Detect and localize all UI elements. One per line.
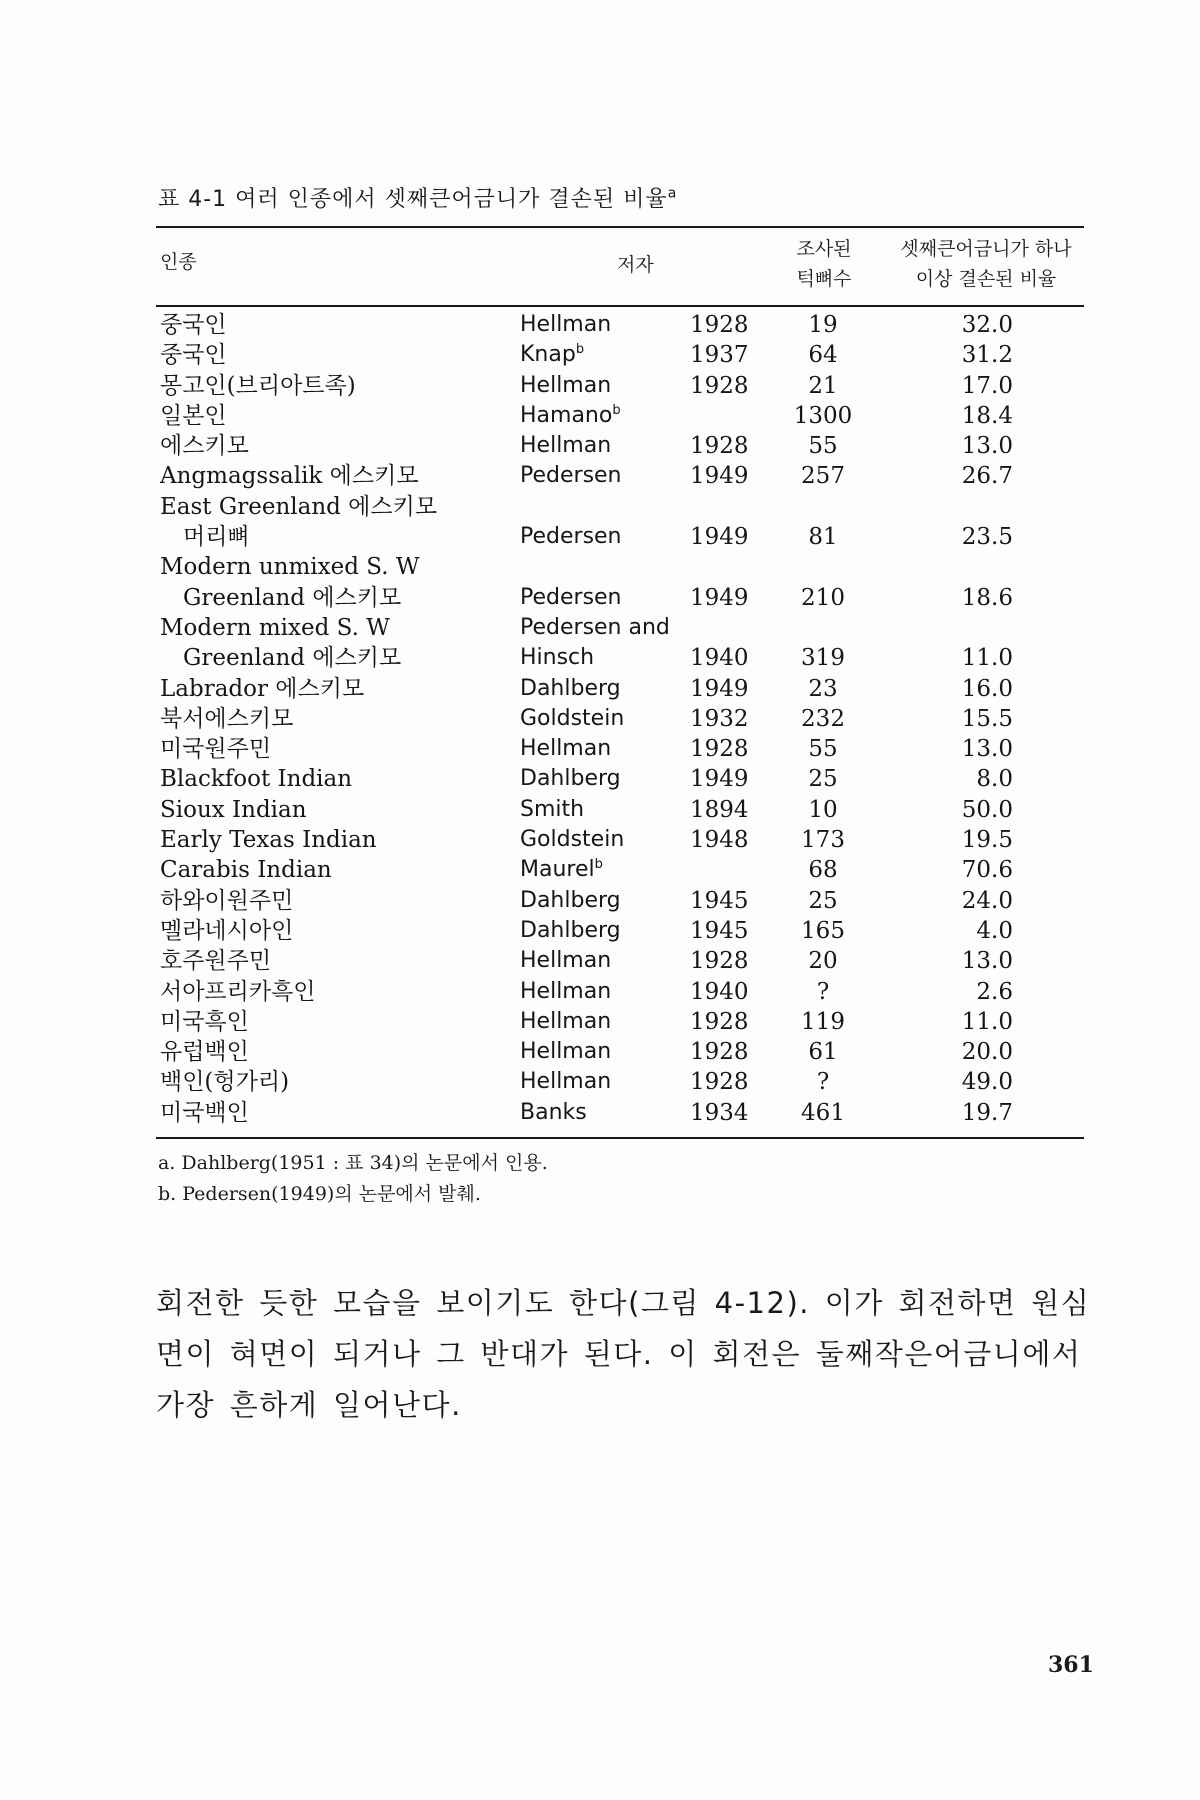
cell-missing-rate: 24.0 <box>961 887 1013 914</box>
table-row <box>0 431 1200 461</box>
cell-jaw-count: 461 <box>801 1099 845 1126</box>
cell-year: 1934 <box>690 1099 749 1126</box>
table-row <box>0 886 1200 916</box>
cell-author <box>520 855 603 885</box>
cell-race: 백인(헝가리) <box>160 1069 290 1096</box>
cell-author <box>520 704 624 734</box>
table-row <box>0 764 1200 794</box>
cell-author-name: Hellman <box>520 1008 612 1034</box>
cell-year: 1928 <box>690 948 749 975</box>
table-row <box>0 855 1200 885</box>
cell-jaw-count: 19 <box>808 312 838 338</box>
cell-author <box>520 310 611 340</box>
body-line: 가장 흔하게 일어난다. <box>156 1388 462 1422</box>
cell-race: Modern unmixed S. W <box>160 554 420 581</box>
cell-jaw-count: 21 <box>808 372 838 399</box>
cell-race: 멜라네시아인 <box>160 917 294 944</box>
cell-author-name: Hellman <box>520 1039 612 1065</box>
cell-author-name: Pedersen <box>520 463 622 489</box>
caption-footnote-mark: a <box>667 185 678 202</box>
cell-missing-rate: 49.0 <box>961 1069 1013 1096</box>
cell-missing-rate: 8.0 <box>976 766 1013 793</box>
cell-author <box>520 977 611 1007</box>
cell-year: 1945 <box>690 917 749 944</box>
cell-author-name: Hinsch <box>520 645 595 671</box>
cell-author <box>520 1098 587 1128</box>
cell-year: 1928 <box>690 312 749 338</box>
cell-author-name: Pedersen and <box>520 614 670 640</box>
cell-author <box>520 431 611 461</box>
cell-year: 1949 <box>690 584 749 611</box>
table-row <box>0 734 1200 764</box>
cell-author-name: Dahlberg <box>520 675 621 701</box>
cell-jaw-count: 165 <box>801 917 845 944</box>
cell-missing-rate: 13.0 <box>961 948 1013 975</box>
cell-author <box>520 1067 611 1097</box>
table-row <box>0 946 1200 976</box>
table-caption-text: 표 4-1 여러 인종에서 셋째큰어금니가 결손된 비율 <box>158 187 668 212</box>
header-race: 인종 <box>160 251 197 273</box>
cell-race: 미국흑인 <box>160 1008 249 1035</box>
cell-race: Greenland 에스키모 <box>183 584 402 611</box>
cell-missing-rate: 18.6 <box>961 584 1013 611</box>
table-row <box>0 916 1200 946</box>
body-paragraph <box>156 1278 1091 1431</box>
cell-jaw-count: ? <box>816 1069 830 1096</box>
cell-year: 1940 <box>690 645 749 672</box>
cell-jaw-count: 319 <box>801 645 845 672</box>
table-row <box>0 371 1200 401</box>
cell-missing-rate: 16.0 <box>961 675 1013 702</box>
cell-missing-rate: 26.7 <box>961 463 1013 490</box>
cell-year: 1949 <box>690 463 749 490</box>
cell-author-name: Smith <box>520 796 585 822</box>
cell-jaw-count: 55 <box>808 736 838 763</box>
cell-author-name: Pedersen <box>520 524 622 550</box>
cell-jaw-count: 20 <box>808 948 838 975</box>
cell-missing-rate: 15.5 <box>961 705 1013 732</box>
cell-missing-rate: 18.4 <box>961 402 1013 429</box>
cell-author-name: Dahlberg <box>520 766 621 792</box>
table-row <box>0 825 1200 855</box>
cell-race: 에스키모 <box>160 433 249 460</box>
cell-author-name: Hellman <box>520 948 612 974</box>
cell-jaw-count: 64 <box>808 342 838 369</box>
header-missing-rate <box>880 234 1092 294</box>
cell-race: 중국인 <box>160 342 227 369</box>
table-bottom-rule <box>156 1137 1084 1139</box>
cell-author-name: Knap <box>520 342 576 368</box>
cell-race: 미국백인 <box>160 1099 249 1126</box>
cell-year: 1948 <box>690 827 749 854</box>
cell-year: 1928 <box>690 1069 749 1096</box>
cell-author-name: Banks <box>520 1099 587 1125</box>
table-row <box>0 613 1200 643</box>
cell-author <box>520 461 622 491</box>
table-row <box>0 1067 1200 1097</box>
cell-author-footnote-mark: b <box>612 402 621 418</box>
cell-author <box>520 583 622 613</box>
cell-author <box>520 916 621 946</box>
header-jaw-count-line2: 턱뼈수 <box>796 268 852 290</box>
cell-missing-rate: 13.0 <box>961 433 1013 460</box>
table-row <box>0 583 1200 613</box>
body-line: 회전한 듯한 모습을 보이기도 한다(그림 4-12). 이가 회전하면 원심 <box>156 1286 1091 1320</box>
table-caption <box>158 182 677 213</box>
cell-missing-rate: 2.6 <box>976 978 1013 1005</box>
cell-author <box>520 946 611 976</box>
cell-year: 1949 <box>690 524 749 551</box>
cell-jaw-count: 10 <box>808 796 838 823</box>
cell-missing-rate: 23.5 <box>961 524 1013 551</box>
cell-author-name: Hellman <box>520 1069 612 1095</box>
cell-year: 1928 <box>690 1039 749 1066</box>
cell-jaw-count: 55 <box>808 433 838 460</box>
cell-race: 유럽백인 <box>160 1039 249 1066</box>
header-missing-rate-line2: 이상 결손된 비율 <box>915 268 1057 290</box>
footnote-a: a. Dahlberg(1951 : 표 34)의 논문에서 인용. <box>158 1152 548 1174</box>
cell-race: 호주원주민 <box>160 948 272 975</box>
cell-race: 일본인 <box>160 402 227 429</box>
cell-race: Modern mixed S. W <box>160 614 390 641</box>
cell-author <box>520 643 594 673</box>
table-row <box>0 552 1200 582</box>
cell-jaw-count: ? <box>816 978 830 1005</box>
cell-jaw-count: 232 <box>801 705 845 732</box>
header-jaw-count <box>779 234 869 294</box>
cell-author-name: Hellman <box>520 978 612 1004</box>
cell-author <box>520 734 611 764</box>
cell-author <box>520 371 611 401</box>
cell-missing-rate: 19.7 <box>961 1099 1013 1126</box>
cell-missing-rate: 11.0 <box>961 1008 1013 1035</box>
cell-author-name: Hamano <box>520 402 613 428</box>
cell-author <box>520 522 622 552</box>
table-body <box>0 310 1200 1128</box>
table-row <box>0 340 1200 370</box>
table-row <box>0 401 1200 431</box>
cell-race: East Greenland 에스키모 <box>160 493 438 520</box>
table-row <box>0 977 1200 1007</box>
cell-jaw-count: 257 <box>801 463 845 490</box>
cell-author <box>520 1007 611 1037</box>
table-row <box>0 1037 1200 1067</box>
cell-author-name: Hellman <box>520 736 612 762</box>
cell-race: Labrador 에스키모 <box>160 675 365 702</box>
cell-author <box>520 1037 611 1067</box>
cell-missing-rate: 11.0 <box>961 645 1013 672</box>
cell-year: 1937 <box>690 342 749 369</box>
cell-race: 머리뼈 <box>183 524 250 551</box>
cell-year: 1949 <box>690 675 749 702</box>
cell-year: 1940 <box>690 978 749 1005</box>
table-footnotes <box>158 1148 548 1210</box>
cell-year: 1928 <box>690 372 749 399</box>
header-jaw-count-line1: 조사된 <box>796 238 852 260</box>
cell-race: Sioux Indian <box>160 796 307 823</box>
cell-race: Early Texas Indian <box>160 827 377 854</box>
cell-author-footnote-mark: b <box>594 857 603 873</box>
cell-missing-rate: 13.0 <box>961 736 1013 763</box>
cell-author-name: Hellman <box>520 372 612 398</box>
cell-race: Greenland 에스키모 <box>183 645 402 672</box>
cell-jaw-count: 23 <box>808 675 838 702</box>
cell-year: 1894 <box>690 796 749 823</box>
table-row <box>0 461 1200 491</box>
cell-race: 하와이원주민 <box>160 887 294 914</box>
cell-missing-rate: 70.6 <box>961 857 1013 884</box>
cell-jaw-count: 119 <box>801 1008 845 1035</box>
table-row <box>0 704 1200 734</box>
cell-missing-rate: 32.0 <box>961 312 1013 338</box>
cell-author-footnote-mark: b <box>575 342 585 358</box>
cell-author <box>520 340 584 370</box>
header-author: 저자 <box>617 254 654 276</box>
cell-author-name: Goldstein <box>520 827 625 853</box>
cell-year: 1928 <box>690 1008 749 1035</box>
cell-author <box>520 613 670 643</box>
cell-jaw-count: 68 <box>808 857 838 884</box>
cell-author-name: Hellman <box>520 312 612 337</box>
table-row <box>0 310 1200 340</box>
table-row <box>0 522 1200 552</box>
table-row <box>0 1007 1200 1037</box>
table-row <box>0 795 1200 825</box>
cell-year: 1932 <box>690 705 749 732</box>
cell-author <box>520 825 624 855</box>
body-line: 면이 혀면이 되거나 그 반대가 된다. 이 회전은 둘째작은어금니에서 <box>156 1337 1082 1371</box>
cell-author <box>520 764 621 794</box>
cell-race: 몽고인(브리아트족) <box>160 372 356 399</box>
cell-race: Carabis Indian <box>160 857 332 884</box>
cell-year: 1945 <box>690 887 749 914</box>
cell-author-name: Pedersen <box>520 584 622 610</box>
cell-race: Angmagssalik 에스키모 <box>160 463 419 490</box>
cell-race: Blackfoot Indian <box>160 766 353 793</box>
cell-missing-rate: 20.0 <box>961 1039 1013 1066</box>
table-row <box>0 492 1200 522</box>
header-missing-rate-line1: 셋째큰어금니가 하나 <box>900 238 1072 260</box>
cell-jaw-count: 25 <box>808 766 838 793</box>
cell-author-name: Hellman <box>520 433 612 459</box>
cell-missing-rate: 19.5 <box>961 827 1013 854</box>
cell-author-name: Dahlberg <box>520 917 621 943</box>
cell-jaw-count: 81 <box>808 524 838 551</box>
cell-year: 1949 <box>690 766 749 793</box>
cell-author-name: Goldstein <box>520 705 625 731</box>
cell-missing-rate: 4.0 <box>976 917 1013 944</box>
table-row <box>0 674 1200 704</box>
cell-jaw-count: 25 <box>808 887 838 914</box>
cell-author <box>520 886 621 916</box>
page-number: 361 <box>1048 1652 1094 1678</box>
cell-jaw-count: 173 <box>801 827 845 854</box>
cell-year: 1928 <box>690 433 749 460</box>
cell-author <box>520 795 584 825</box>
cell-author-name: Dahlberg <box>520 887 621 913</box>
cell-jaw-count: 61 <box>808 1039 838 1066</box>
cell-year: 1928 <box>690 736 749 763</box>
table-header-rule <box>156 305 1084 307</box>
cell-missing-rate: 31.2 <box>961 342 1013 369</box>
cell-jaw-count: 1300 <box>793 402 853 429</box>
cell-race: 중국인 <box>160 312 227 338</box>
table-top-rule <box>156 226 1084 228</box>
cell-race: 서아프리카흑인 <box>160 978 316 1005</box>
cell-author <box>520 401 621 431</box>
cell-author <box>520 674 621 704</box>
cell-missing-rate: 50.0 <box>961 796 1013 823</box>
cell-jaw-count: 210 <box>801 584 845 611</box>
cell-author-name: Maurel <box>520 857 595 883</box>
footnote-b: b. Pedersen(1949)의 논문에서 발췌. <box>158 1183 481 1205</box>
cell-race: 미국원주민 <box>160 736 272 763</box>
cell-race: 북서에스키모 <box>160 705 294 732</box>
table-row <box>0 643 1200 673</box>
cell-missing-rate: 17.0 <box>961 372 1013 399</box>
table-row <box>0 1098 1200 1128</box>
